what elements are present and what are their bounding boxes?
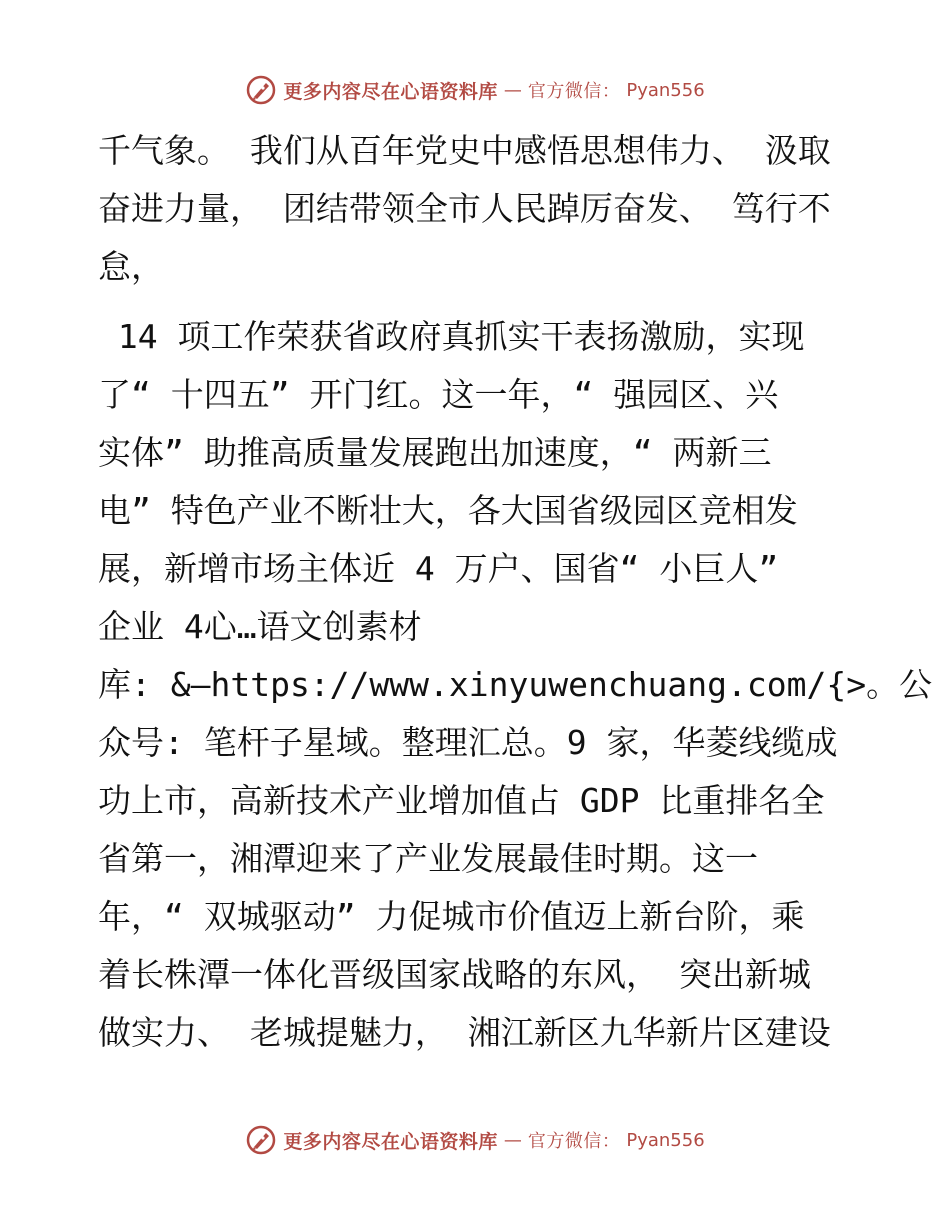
text-line: 实体” 助推高质量发展跑出加速度，“ 两新三 bbox=[98, 433, 772, 472]
banner-separator: — bbox=[503, 79, 522, 101]
text-line: 展，新增市场主体近 4 万户、国省“ 小巨人” bbox=[98, 549, 779, 588]
text-line: 企业 4心…语文创素材 bbox=[98, 607, 422, 646]
banner-separator: — bbox=[503, 1129, 522, 1151]
text-line: 了“ 十四五” 开门红。这一年，“ 强园区、兴 bbox=[98, 375, 779, 414]
wechat-id: Pyan556 bbox=[626, 79, 705, 101]
text-line: 做实力、 老城提魅力， 湘江新区九华新片区建设 bbox=[98, 1013, 831, 1052]
wechat-id: Pyan556 bbox=[626, 1129, 705, 1151]
wechat-label: 官方微信： bbox=[527, 1131, 621, 1152]
document-body bbox=[98, 122, 933, 1062]
text-line: 省第一，湘潭迎来了产业发展最佳时期。这一 bbox=[98, 839, 758, 878]
paragraph-gap bbox=[98, 296, 858, 308]
text-line: 功上市，高新技术产业增加值占 GDP 比重排名全 bbox=[98, 781, 825, 820]
footer-banner bbox=[0, 1120, 950, 1160]
banner-text: 更多内容尽在心语资料库 bbox=[283, 80, 498, 103]
text-line: 着长株潭一体化晋级国家战略的东风， 突出新城 bbox=[98, 955, 811, 994]
text-line: 年，“ 双城驱动” 力促城市价值迈上新台阶，乘 bbox=[98, 897, 805, 936]
header-banner bbox=[0, 70, 950, 110]
text-line: 怠， bbox=[98, 247, 164, 286]
text-line: 奋进力量， 团结带领全市人民踔厉奋发、 笃行不 bbox=[98, 189, 831, 228]
banner-content bbox=[245, 1124, 704, 1156]
paragraph-2 bbox=[98, 308, 933, 1062]
text-line: 电” 特色产业不断壮大，各大国省级园区竞相发 bbox=[98, 491, 798, 530]
banner-content bbox=[245, 74, 704, 106]
paragraph-1 bbox=[98, 122, 858, 296]
fountain-pen-logo-icon bbox=[245, 74, 277, 106]
text-line: 众号: 笔杆子星域。整理汇总。9 家，华菱线缆成 bbox=[98, 723, 838, 762]
fountain-pen-logo-icon bbox=[245, 1124, 277, 1156]
text-line: 千气象。 我们从百年党史中感悟思想伟力、 汲取 bbox=[98, 131, 831, 170]
banner-text: 更多内容尽在心语资料库 bbox=[283, 1130, 498, 1153]
text-line: 14 项工作荣获省政府真抓实干表扬激励，实现 bbox=[98, 317, 805, 356]
wechat-label: 官方微信： bbox=[527, 81, 621, 102]
text-line: 库: &—https://www.xinyuwenchuang.com/{>。公 bbox=[98, 665, 933, 704]
